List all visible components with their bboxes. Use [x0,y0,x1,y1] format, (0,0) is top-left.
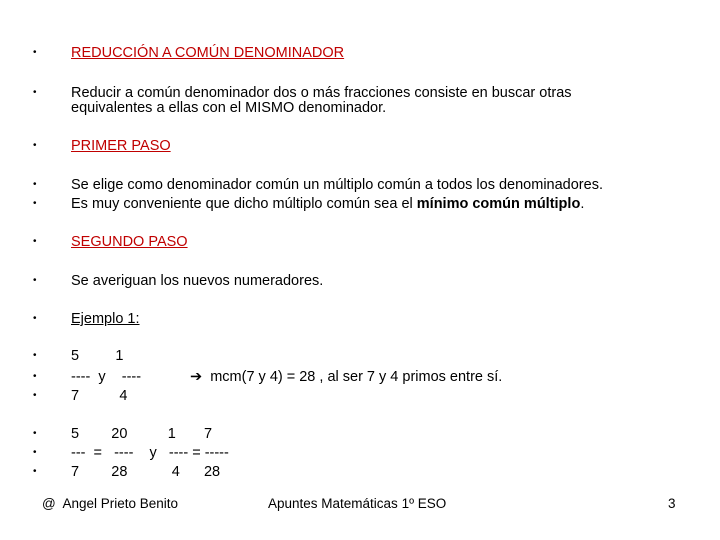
bullet: • [33,198,37,209]
bullet: • [33,466,37,477]
footer-course: Apuntes Matemáticas 1º ESO [268,496,447,511]
bullet: • [33,390,37,401]
bullet: • [33,179,37,190]
bullet: • [33,87,37,98]
example2-line-2: --- = ---- y ---- = ----- [71,445,229,461]
bullet: • [33,371,37,382]
example2-line-1: 5 20 1 7 [71,426,213,442]
bullet: • [33,313,37,324]
example1-result: ➔ mcm(7 y 4) = 28 , al ser 7 y 4 primos entre sí. [190,369,503,385]
slide-title: REDUCCIÓN A COMÚN DENOMINADOR [71,45,345,61]
step1-heading: PRIMER PASO [71,138,171,154]
example1-line-2: ---- y ---- [71,369,142,385]
example2-line-3: 7 28 4 28 [71,464,221,480]
footer-page-number: 3 [668,496,676,511]
step1-line-2-end: . [580,196,585,212]
bullet: • [33,428,37,439]
example1-line-3: 7 4 [71,388,128,404]
bullet: • [33,47,37,58]
bullet: • [33,350,37,361]
step2-heading: SEGUNDO PASO [71,234,188,250]
bullet: • [33,447,37,458]
step1-line-2-start: Es muy conveniente que dicho múltiplo común sea el [71,196,417,212]
step1-line-1: Se elige como denominador común un múltiplo común a todos los denominadores. [71,177,603,193]
intro-line-1: Reducir a común denominador dos o más fracciones consiste en buscar otras [71,85,572,101]
example-heading: Ejemplo 1: [71,311,140,327]
intro-line-2: equivalentes a ellas con el MISMO denominador. [71,100,387,116]
bullet: • [33,275,37,286]
step2-line: Se averiguan los nuevos numeradores. [71,273,324,289]
mcm-emphasis: mínimo común múltiplo [416,196,581,212]
bullet: • [33,140,37,151]
bullet: • [33,236,37,247]
step1-line-2 [71,196,584,212]
footer-author: @ Angel Prieto Benito [42,496,179,511]
example1-line-1: 5 1 [71,348,124,364]
